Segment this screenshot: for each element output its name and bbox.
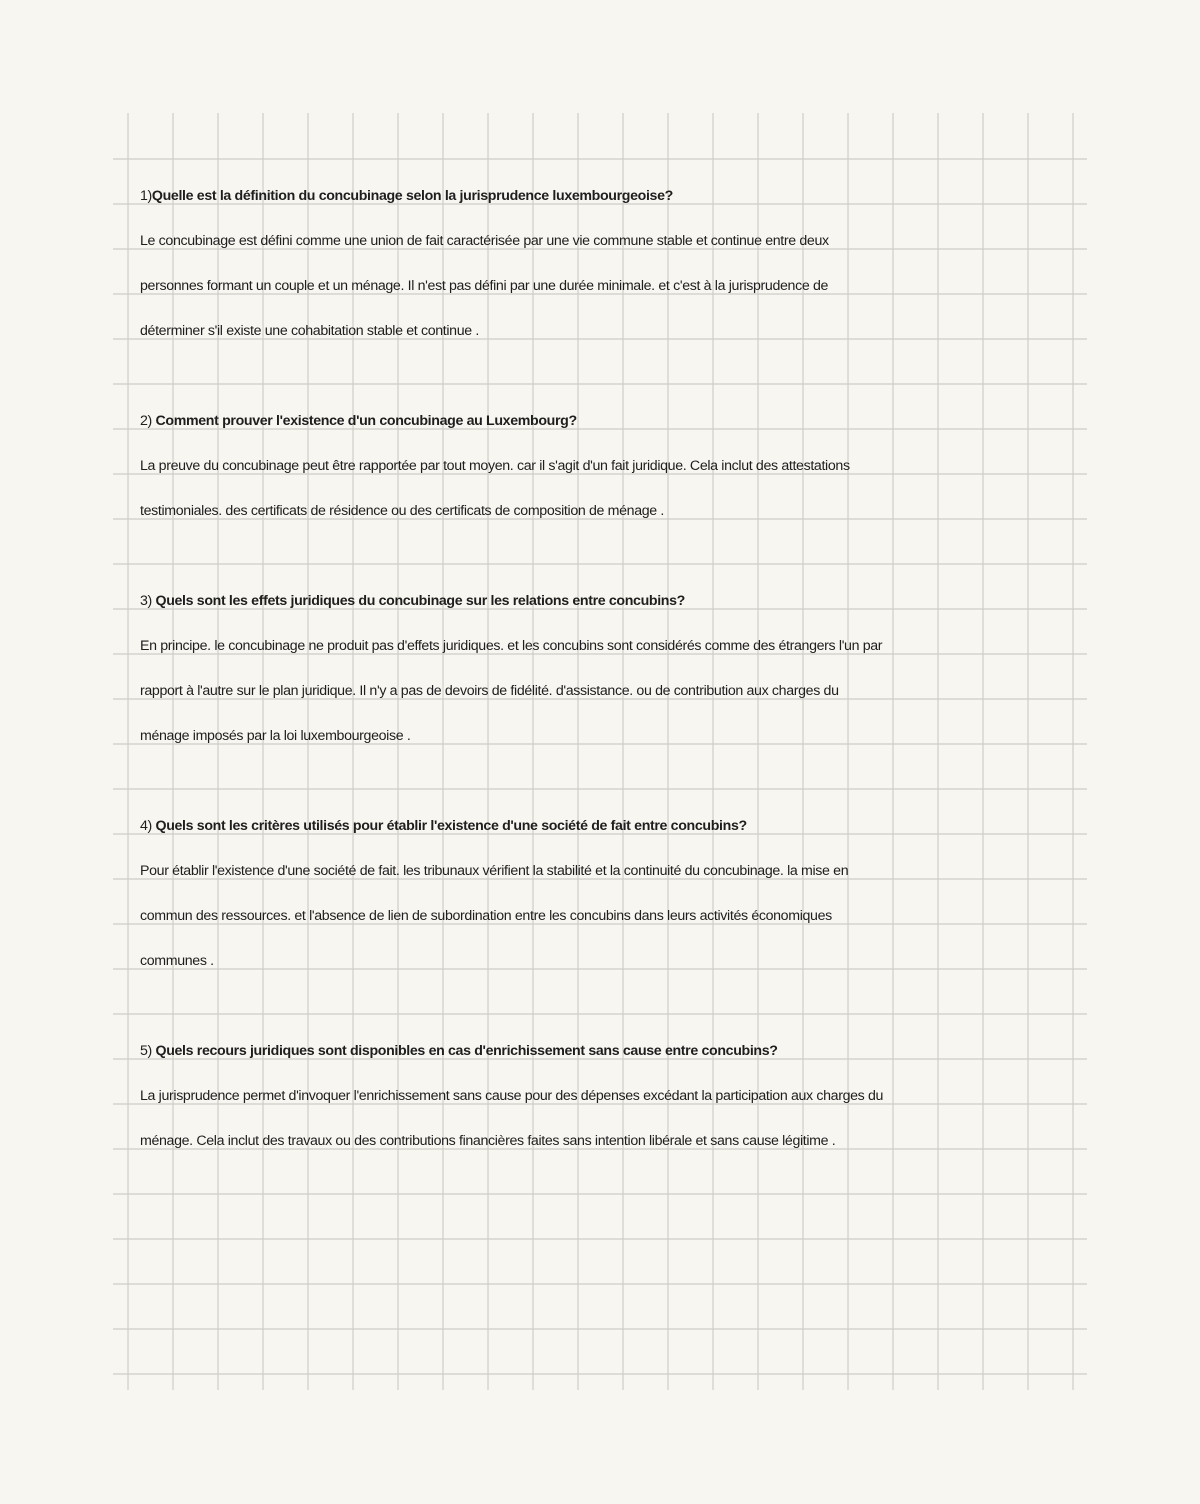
question-number: 2): [140, 413, 152, 429]
question-text: Comment prouver l'existence d'un concubinage au Luxembourg?: [155, 413, 577, 429]
question-number: 4): [140, 818, 152, 834]
question-1: [140, 187, 673, 205]
answer-1-line-3: déterminer s'il existe une cohabitation stable et continue .: [140, 323, 479, 339]
answer-1-line-1: Le concubinage est défini comme une union de fait caractérisée par une vie commune stable et continue entre deux: [140, 233, 829, 249]
answer-3-line-1: En principe. le concubinage ne produit pas d'effets juridiques. et les concubins sont considérés comme des étrangers l'un par: [140, 638, 883, 654]
answer-3-line-2: rapport à l'autre sur le plan juridique. Il n'y a pas de devoirs de fidélité. d'assistance. ou de contribution aux charges du: [140, 683, 839, 699]
answer-4-line-2: commun des ressources. et l'absence de lien de subordination entre les concubins dans leurs activités économiques: [140, 908, 832, 924]
question-text: Quels sont les effets juridiques du concubinage sur les relations entre concubins?: [155, 593, 685, 609]
question-2: [140, 412, 577, 430]
question-number: 3): [140, 593, 152, 609]
answer-1-line-2: personnes formant un couple et un ménage. Il n'est pas défini par une durée minimale. et c'est à la jurisprudence de: [140, 278, 829, 294]
answer-2-line-2: testimoniales. des certificats de résidence ou des certificats de composition de ménage .: [140, 503, 665, 519]
question-text: Quels recours juridiques sont disponibles en cas d'enrichissement sans cause entre concubins?: [155, 1043, 778, 1059]
question-number: 5): [140, 1043, 152, 1059]
question-3: [140, 592, 685, 610]
question-text: Quels sont les critères utilisés pour établir l'existence d'une société de fait entre concubins?: [155, 818, 747, 834]
answer-4-line-3: communes .: [140, 953, 214, 969]
answer-4-line-1: Pour établir l'existence d'une société de fait. les tribunaux vérifient la stabilité et la continuité du concubinage. la mise en: [140, 863, 849, 879]
question-4: [140, 817, 747, 835]
answer-5-line-2: ménage. Cela inclut des travaux ou des contributions financières faites sans intention libérale et sans cause légitime .: [140, 1133, 836, 1149]
question-number: 1): [140, 188, 152, 204]
answer-5-line-1: La jurisprudence permet d'invoquer l'enrichissement sans cause pour des dépenses excédant la participation aux charges du: [140, 1088, 884, 1104]
answer-3-line-3: ménage imposés par la loi luxembourgeoise .: [140, 728, 411, 744]
question-5: [140, 1042, 778, 1060]
answer-2-line-1: La preuve du concubinage peut être rapportée par tout moyen. car il s'agit d'un fait juridique. Cela inclut des attestations: [140, 458, 850, 474]
question-text: Quelle est la définition du concubinage selon la jurisprudence luxembourgeoise?: [151, 188, 673, 204]
